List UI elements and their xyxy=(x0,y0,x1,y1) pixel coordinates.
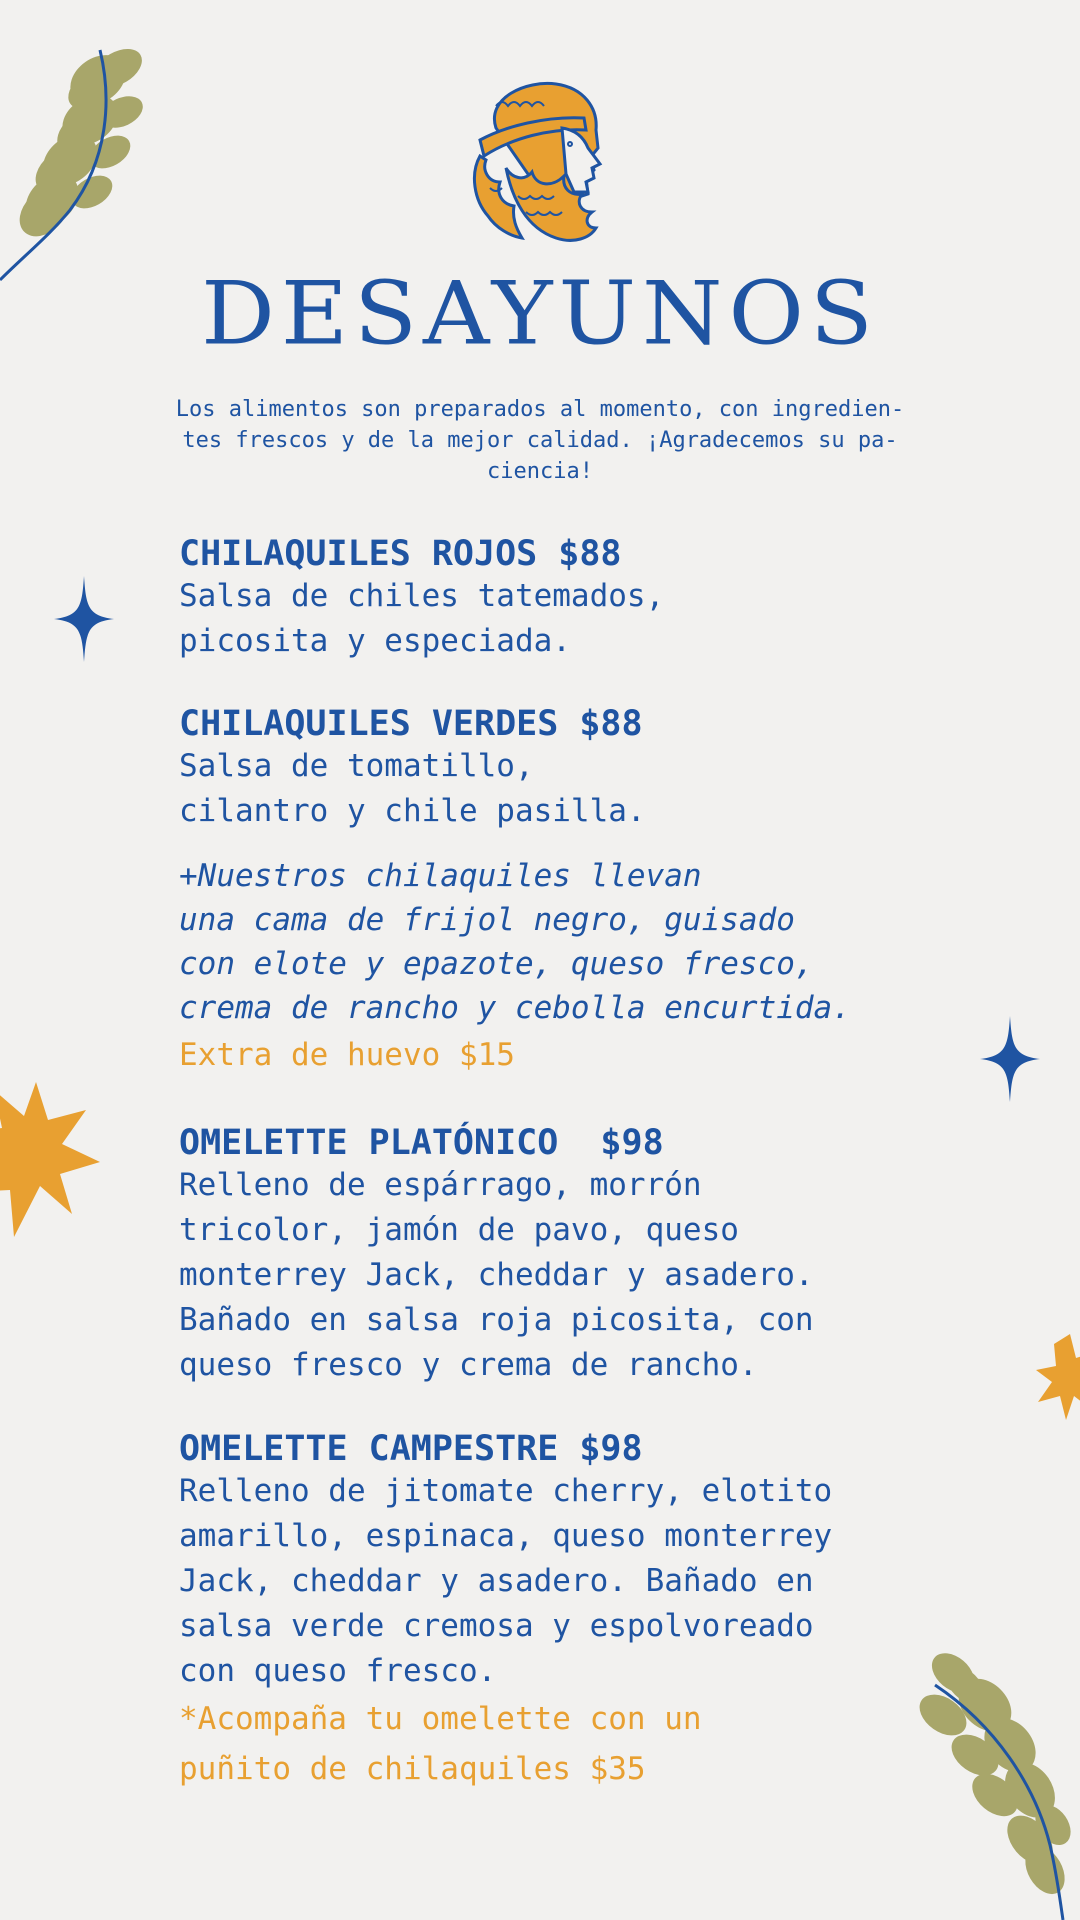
intro-text: Los alimentos son preparados al momento, con ingredien- tes frescos y de la mejor calidad. ¡Agradecemos su pa- ciencia! xyxy=(175,397,905,484)
four-point-star-icon xyxy=(54,576,114,662)
item-note: +Nuestros chilaquiles llevan una cama de frijol negro, guisado con elote y epazote, queso fresco, crema de rancho y cebolla encurtida. xyxy=(179,858,851,1026)
item-name: OMELETTE CAMPESTRE $98 xyxy=(179,1429,643,1469)
orange-burst-icon xyxy=(1036,1334,1080,1420)
item-extra: *Acompaña tu omelette con un puñito de chilaquiles $35 xyxy=(179,1701,702,1787)
item-description: Relleno de espárrago, morrón tricolor, jamón de pavo, queso monterrey Jack, cheddar y asadero. Bañado en salsa roja picosita, con queso fresco y crema de rancho. xyxy=(179,1167,814,1383)
page-title: DESAYUNOS xyxy=(201,262,879,365)
item-name: CHILAQUILES ROJOS $88 xyxy=(179,534,622,574)
item-name: CHILAQUILES VERDES $88 xyxy=(179,704,643,744)
oak-leaf-icon xyxy=(0,40,160,290)
item-extra: Extra de huevo $15 xyxy=(179,1037,515,1073)
item-name: OMELETTE PLATÓNICO $98 xyxy=(179,1123,664,1163)
item-description: Relleno de jitomate cherry, elotito amarillo, espinaca, queso monterrey Jack, cheddar y asadero. Bañado en salsa verde cremosa y espolvoreado con queso fresco. xyxy=(179,1473,833,1689)
orange-burst-icon xyxy=(0,1082,100,1237)
menu-item-omelette-platonico xyxy=(179,1123,1019,1388)
menu-item-chilaquiles-rojos xyxy=(179,534,1019,664)
menu-item-chilaquiles-verdes xyxy=(179,704,1019,1080)
menu-item-omelette-campestre xyxy=(179,1429,1019,1794)
item-description: Salsa de chiles tatemados, picosita y especiada. xyxy=(179,578,665,659)
item-description: Salsa de tomatillo, cilantro y chile pasilla. xyxy=(179,748,646,829)
greek-philosopher-head-icon xyxy=(466,78,616,248)
